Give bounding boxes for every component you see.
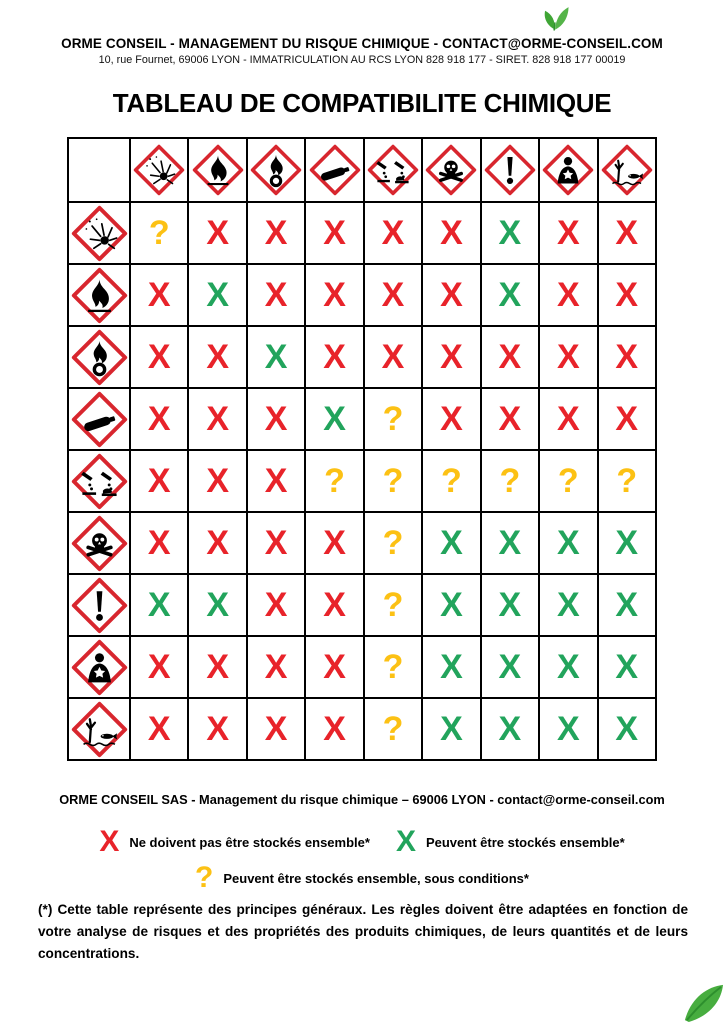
green-x-mark: X — [395, 825, 416, 858]
pictogram-flammable-icon — [192, 144, 244, 196]
pictogram-harmful-icon — [71, 577, 128, 634]
mark-no: X — [556, 276, 580, 314]
mark-no: X — [206, 648, 229, 686]
row-header-environment — [68, 698, 130, 760]
mark-yes: X — [615, 710, 639, 748]
mark-no: X — [440, 214, 463, 252]
mark-no: X — [206, 214, 229, 252]
mark-no: X — [381, 214, 405, 252]
compatibility-cell — [364, 326, 422, 388]
column-header-corrosive — [364, 138, 422, 202]
compatibility-cell — [305, 264, 363, 326]
corner-cell — [68, 138, 130, 202]
mark-no: X — [147, 710, 171, 748]
row-header-toxic — [68, 512, 130, 574]
compatibility-cell — [422, 698, 480, 760]
table-row-explosive — [68, 202, 656, 264]
table-caption: ORME CONSEIL SAS - Management du risque chimique – 69006 LYON - contact@orme-conseil.com — [59, 792, 665, 807]
pictogram-flammable-icon — [71, 267, 128, 324]
mark-no: X — [323, 648, 346, 686]
compatibility-cell — [305, 326, 363, 388]
compatibility-cell — [598, 202, 657, 264]
pictogram-environment-icon — [601, 144, 653, 196]
compatibility-cell — [422, 388, 480, 450]
compatibility-cell — [188, 264, 246, 326]
mark-yes: X — [264, 338, 288, 376]
mark-yes: X — [498, 648, 522, 686]
legend-row-1 — [0, 822, 724, 862]
compatibility-cell — [130, 450, 188, 512]
mark-no: X — [323, 524, 346, 562]
row-header-flammable — [68, 264, 130, 326]
compatibility-cell — [422, 574, 480, 636]
mark-cond: ? — [382, 524, 404, 562]
mark-yes: X — [498, 214, 522, 252]
legend-label-conditional: Peuvent être stockés ensemble, sous conditions* — [223, 870, 529, 886]
mark-yes: X — [440, 648, 463, 686]
compatibility-cell — [364, 388, 422, 450]
compatibility-cell — [364, 636, 422, 698]
compatibility-cell — [422, 202, 480, 264]
mark-yes: X — [615, 648, 639, 686]
compatibility-cell — [539, 450, 597, 512]
mark-no: X — [147, 276, 171, 314]
red-x-mark: X — [99, 825, 120, 858]
pictogram-environment-icon — [71, 701, 128, 758]
mark-no: X — [206, 710, 229, 748]
compatibility-cell — [422, 326, 480, 388]
mark-yes: X — [498, 710, 522, 748]
mark-cond: ? — [382, 462, 404, 500]
mark-no: X — [264, 400, 288, 438]
pictogram-explosive-icon — [133, 144, 185, 196]
compatibility-cell — [598, 264, 657, 326]
compatibility-cell — [539, 574, 597, 636]
mark-no: X — [147, 462, 171, 500]
compatibility-cell — [364, 450, 422, 512]
compatibility-cell — [364, 512, 422, 574]
compatibility-cell — [481, 388, 539, 450]
company-header-line: ORME CONSEIL - MANAGEMENT DU RISQUE CHIMIQUE - CONTACT@ORME-CONSEIL.COM — [61, 36, 663, 51]
mark-no: X — [440, 276, 463, 314]
mark-no: X — [206, 400, 229, 438]
mark-yes: X — [206, 586, 229, 624]
pictogram-health-hazard-icon — [71, 639, 128, 696]
compatibility-cell — [130, 636, 188, 698]
compatibility-cell — [188, 636, 246, 698]
compatibility-cell — [539, 388, 597, 450]
mark-no: X — [323, 586, 346, 624]
mark-no: X — [264, 214, 288, 252]
compatibility-cell — [188, 512, 246, 574]
pictogram-toxic-icon — [425, 144, 477, 196]
table-row-harmful — [68, 574, 656, 636]
compatibility-cell — [364, 698, 422, 760]
table-row-environment — [68, 698, 656, 760]
pictogram-gas-cylinder-icon — [71, 391, 128, 448]
compatibility-cell — [598, 512, 657, 574]
compatibility-cell — [247, 388, 305, 450]
mark-cond: ? — [382, 648, 404, 686]
compatibility-cell — [481, 450, 539, 512]
compatibility-cell — [130, 388, 188, 450]
mark-cond: ? — [148, 214, 170, 252]
pictogram-explosive-icon — [71, 205, 128, 262]
legend-item-incompatible — [99, 827, 370, 857]
compatibility-cell — [481, 512, 539, 574]
compatibility-cell — [305, 450, 363, 512]
compatibility-cell — [305, 698, 363, 760]
mark-no: X — [264, 710, 288, 748]
compatibility-cell — [539, 636, 597, 698]
compatibility-cell — [481, 264, 539, 326]
mark-no: X — [556, 338, 580, 376]
mark-yes: X — [206, 276, 229, 314]
compatibility-cell — [305, 512, 363, 574]
compatibility-cell — [130, 698, 188, 760]
column-header-gas-cylinder — [305, 138, 363, 202]
compatibility-cell — [422, 512, 480, 574]
table-row-toxic — [68, 512, 656, 574]
compatibility-cell — [130, 202, 188, 264]
compatibility-cell — [188, 450, 246, 512]
compatibility-cell — [364, 264, 422, 326]
mark-no: X — [147, 338, 171, 376]
compatibility-cell — [598, 388, 657, 450]
compatibility-cell — [247, 512, 305, 574]
mark-no: X — [440, 338, 463, 376]
mark-cond: ? — [616, 462, 638, 500]
legend-row-2 — [0, 860, 724, 896]
mark-no: X — [615, 338, 639, 376]
footnote: (*) Cette table représente des principes généraux. Les règles doivent être adaptées en fonction de votre analyse de risques et des propriétés des produits chimiques, de leurs quantités et de leurs concentrations. — [38, 902, 688, 962]
compatibility-cell — [247, 450, 305, 512]
compatibility-cell — [422, 264, 480, 326]
column-header-harmful — [481, 138, 539, 202]
mark-no: X — [264, 586, 288, 624]
compatibility-cell — [247, 698, 305, 760]
mark-yes: X — [615, 586, 639, 624]
legend-label-compatible: Peuvent être stockés ensemble* — [425, 834, 625, 850]
compatibility-cell — [422, 450, 480, 512]
mark-yes: X — [498, 276, 522, 314]
mark-no: X — [264, 524, 288, 562]
compatibility-cell — [481, 636, 539, 698]
compatibility-cell — [188, 388, 246, 450]
compatibility-cell — [188, 698, 246, 760]
mark-yes: X — [440, 586, 463, 624]
table-row-flammable — [68, 264, 656, 326]
compatibility-cell — [481, 698, 539, 760]
legend-item-conditional — [195, 863, 529, 893]
compatibility-cell — [130, 264, 188, 326]
compatibility-cell — [481, 326, 539, 388]
mark-no: X — [323, 338, 346, 376]
column-header-environment — [598, 138, 657, 202]
company-subheader-line: 10, rue Fournet, 69006 LYON - IMMATRICULATION AU RCS LYON 828 918 177 - SIRET. 828 918 177 00019 — [98, 54, 626, 66]
compatibility-cell — [598, 636, 657, 698]
compatibility-cell — [598, 574, 657, 636]
mark-yes: X — [440, 524, 463, 562]
pictogram-toxic-icon — [71, 515, 128, 572]
pictogram-gas-cylinder-icon — [309, 144, 361, 196]
pictogram-harmful-icon — [484, 144, 536, 196]
compatibility-cell — [130, 326, 188, 388]
column-header-explosive — [130, 138, 188, 202]
table-body — [68, 202, 656, 760]
row-header-gas-cylinder — [68, 388, 130, 450]
row-header-corrosive — [68, 450, 130, 512]
mark-no: X — [323, 214, 346, 252]
mark-yes: X — [615, 524, 639, 562]
mark-no: X — [206, 338, 229, 376]
pictogram-oxidizing-icon — [250, 144, 302, 196]
compatibility-cell — [539, 698, 597, 760]
compatibility-cell — [539, 326, 597, 388]
page-title: TABLEAU DE COMPATIBILITE CHIMIQUE — [112, 88, 612, 118]
compatibility-cell — [539, 264, 597, 326]
mark-no: X — [498, 338, 522, 376]
compatibility-cell — [130, 512, 188, 574]
mark-yes: X — [556, 524, 580, 562]
table-row-health-hazard — [68, 636, 656, 698]
compatibility-cell — [539, 512, 597, 574]
mark-no: X — [264, 648, 288, 686]
mark-no: X — [615, 400, 639, 438]
table-row-oxidizing — [68, 326, 656, 388]
compatibility-cell — [481, 202, 539, 264]
compatibility-cell — [305, 636, 363, 698]
compatibility-cell — [364, 202, 422, 264]
compatibility-cell — [598, 326, 657, 388]
mark-no: X — [615, 214, 639, 252]
mark-no: X — [147, 524, 171, 562]
mark-no: X — [498, 400, 522, 438]
row-header-harmful — [68, 574, 130, 636]
mark-no: X — [615, 276, 639, 314]
pictogram-header-row — [68, 138, 656, 202]
pictogram-corrosive-icon — [71, 453, 128, 510]
yellow-question-mark: ? — [195, 861, 214, 894]
pictogram-health-hazard-icon — [542, 144, 594, 196]
mark-cond: ? — [441, 462, 462, 500]
compatibility-cell — [598, 450, 657, 512]
column-header-oxidizing — [247, 138, 305, 202]
row-header-oxidizing — [68, 326, 130, 388]
mark-yes: X — [556, 710, 580, 748]
legend-label-incompatible: Ne doivent pas être stockés ensemble* — [129, 834, 370, 850]
mark-no: X — [440, 400, 463, 438]
pictogram-corrosive-icon — [367, 144, 419, 196]
compatibility-cell — [188, 326, 246, 388]
mark-no: X — [381, 276, 405, 314]
compatibility-cell — [188, 202, 246, 264]
compatibility-cell — [247, 264, 305, 326]
compatibility-table — [67, 137, 657, 761]
row-header-health-hazard — [68, 636, 130, 698]
compatibility-cell — [422, 636, 480, 698]
mark-no: X — [147, 648, 171, 686]
mark-cond: ? — [382, 710, 404, 748]
mark-yes: X — [498, 586, 522, 624]
mark-no: X — [323, 276, 346, 314]
table-row-gas-cylinder — [68, 388, 656, 450]
mark-no: X — [323, 710, 346, 748]
row-header-explosive — [68, 202, 130, 264]
leaf-logo-icon — [681, 981, 724, 1024]
mark-no: X — [264, 276, 288, 314]
mark-no: X — [556, 214, 580, 252]
compatibility-cell — [598, 698, 657, 760]
compatibility-cell — [247, 636, 305, 698]
mark-yes: X — [498, 524, 522, 562]
sprout-logo-icon — [537, 2, 573, 32]
column-header-health-hazard — [539, 138, 597, 202]
column-header-toxic — [422, 138, 480, 202]
compatibility-cell — [130, 574, 188, 636]
compatibility-cell — [247, 326, 305, 388]
mark-yes: X — [556, 648, 580, 686]
mark-no: X — [556, 400, 580, 438]
compatibility-cell — [364, 574, 422, 636]
compatibility-cell — [247, 574, 305, 636]
mark-no: X — [206, 524, 229, 562]
legend-item-compatible — [396, 827, 625, 857]
mark-cond: ? — [557, 462, 579, 500]
mark-no: X — [206, 462, 229, 500]
compatibility-cell — [305, 202, 363, 264]
mark-cond: ? — [382, 586, 404, 624]
compatibility-cell — [305, 574, 363, 636]
compatibility-cell — [481, 574, 539, 636]
mark-no: X — [381, 338, 405, 376]
compatibility-cell — [247, 202, 305, 264]
pictogram-oxidizing-icon — [71, 329, 128, 386]
table-row-corrosive — [68, 450, 656, 512]
compatibility-cell — [305, 388, 363, 450]
mark-yes: X — [440, 710, 463, 748]
column-header-flammable — [188, 138, 246, 202]
mark-cond: ? — [324, 462, 345, 500]
compatibility-cell — [188, 574, 246, 636]
mark-cond: ? — [499, 462, 521, 500]
mark-no: X — [147, 400, 171, 438]
mark-no: X — [264, 462, 288, 500]
mark-yes: X — [147, 586, 171, 624]
mark-yes: X — [323, 400, 346, 438]
mark-yes: X — [556, 586, 580, 624]
compatibility-cell — [539, 202, 597, 264]
mark-cond: ? — [382, 400, 404, 438]
